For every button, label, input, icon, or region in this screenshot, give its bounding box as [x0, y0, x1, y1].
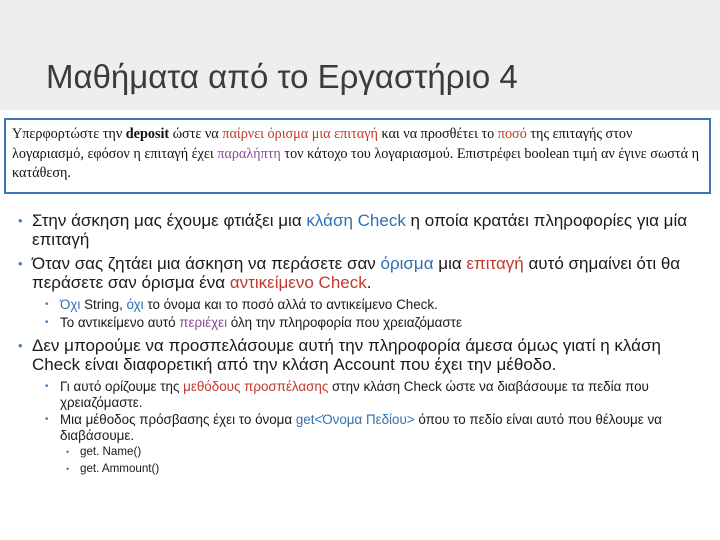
- bullet-highlight: get<Όνομα Πεδίου>: [295, 412, 415, 427]
- slide-title: Μαθήματα από το Εργαστήριο 4: [46, 58, 518, 95]
- bullet-text: String,: [80, 297, 127, 312]
- box-method-name: deposit: [125, 126, 170, 142]
- bullet-text: Μια μέθοδος πρόσβασης έχει το όνομα: [60, 412, 296, 427]
- exercise-box: [4, 118, 711, 194]
- bullet-text: το όνομα και το ποσό αλλά το αντικείμενο Check.: [143, 297, 438, 312]
- sub-sub-bullet-item: [8, 462, 708, 477]
- bullet-highlight: κλάση Check: [306, 211, 406, 230]
- bullet-icon: •: [66, 463, 70, 474]
- bullet-highlight: Όχι: [60, 297, 81, 312]
- bullet-icon: •: [45, 299, 49, 310]
- sub-bullet-item: [8, 412, 708, 443]
- bullet-text: αυτό σημαίνει ότι θα περάσετε σαν όρισμα ένα: [32, 254, 681, 292]
- bullet-text: μια: [433, 254, 467, 273]
- bullet-highlight: όρισμα: [380, 254, 434, 273]
- box-highlight: ποσό: [497, 126, 527, 142]
- bullet-highlight: μεθόδους προσπέλασης: [183, 379, 329, 394]
- bullet-icon: •: [45, 381, 49, 392]
- sub-sub-bullet-item: [8, 445, 708, 460]
- bullet-text: η οποία κρατάει πληροφορίες για μία επιταγή: [32, 211, 688, 249]
- method-example: get. Ammount(): [80, 461, 160, 475]
- bullet-icon: •: [18, 256, 23, 271]
- box-highlight: παραλήπτη: [217, 145, 281, 162]
- bullet-text: Γι αυτό ορίζουμε της: [60, 379, 184, 394]
- bullet-icon: •: [45, 316, 49, 328]
- method-example: get. Name(): [80, 445, 142, 458]
- bullet-icon: •: [66, 447, 70, 457]
- bullet-highlight: περιέχει: [179, 314, 228, 330]
- box-text: τον κάτοχο του λογαριασμού. Επιστρέφει boolean τιμή αν έγινε σωστά η κατάθεση.: [12, 145, 700, 181]
- bullet-icon: •: [45, 414, 49, 425]
- bullet-text: στην κλάση Check ώστε να διαβάσουμε τα πεδία που χρειαζόμαστε.: [60, 379, 649, 410]
- bullet-list: [8, 211, 708, 478]
- bullet-text: όλη την πληροφορία που χρειαζόμαστε: [227, 314, 462, 330]
- bullet-item: [8, 254, 708, 292]
- bullet-item: [8, 211, 708, 249]
- sub-bullet-item: [8, 315, 708, 331]
- bullet-text: Δεν μπορούμε να προσπελάσουμε αυτή την πληροφορία άμεσα όμως γιατί η κλάση Check είναι διαφορετική από την κλάση Account που έχει την μέθοδο.: [32, 336, 661, 374]
- sub-bullet-item: [8, 297, 708, 313]
- box-text: της επιταγής στον λογαριασμό, εφόσον η επιταγή έχει: [12, 126, 633, 162]
- box-text: και να προσθέτει το: [377, 126, 498, 142]
- bullet-icon: •: [18, 213, 23, 228]
- bullet-highlight: επιταγή: [466, 254, 524, 273]
- bullet-text: .: [366, 273, 372, 292]
- bullet-text: Όταν σας ζητάει μια άσκηση να περάσετε σαν: [32, 254, 381, 273]
- bullet-highlight: όχι: [126, 297, 144, 312]
- bullet-text: Το αντικείμενο αυτό: [60, 314, 180, 330]
- bullet-highlight: αντικείμενο Check: [229, 273, 367, 292]
- bullet-text: όπου το πεδίο είναι αυτό που θέλουμε να διαβάσουμε.: [60, 412, 662, 443]
- bullet-item: [8, 336, 708, 374]
- box-text: Υπερφορτώστε την: [12, 126, 126, 142]
- box-text: ώστε να: [169, 126, 223, 142]
- sub-bullet-item: [8, 379, 708, 410]
- bullet-text: Στην άσκηση μας έχουμε φτιάξει μια: [32, 211, 307, 230]
- bullet-icon: •: [18, 338, 23, 353]
- box-highlight: παίρνει όρισμα μια επιταγή: [222, 126, 378, 142]
